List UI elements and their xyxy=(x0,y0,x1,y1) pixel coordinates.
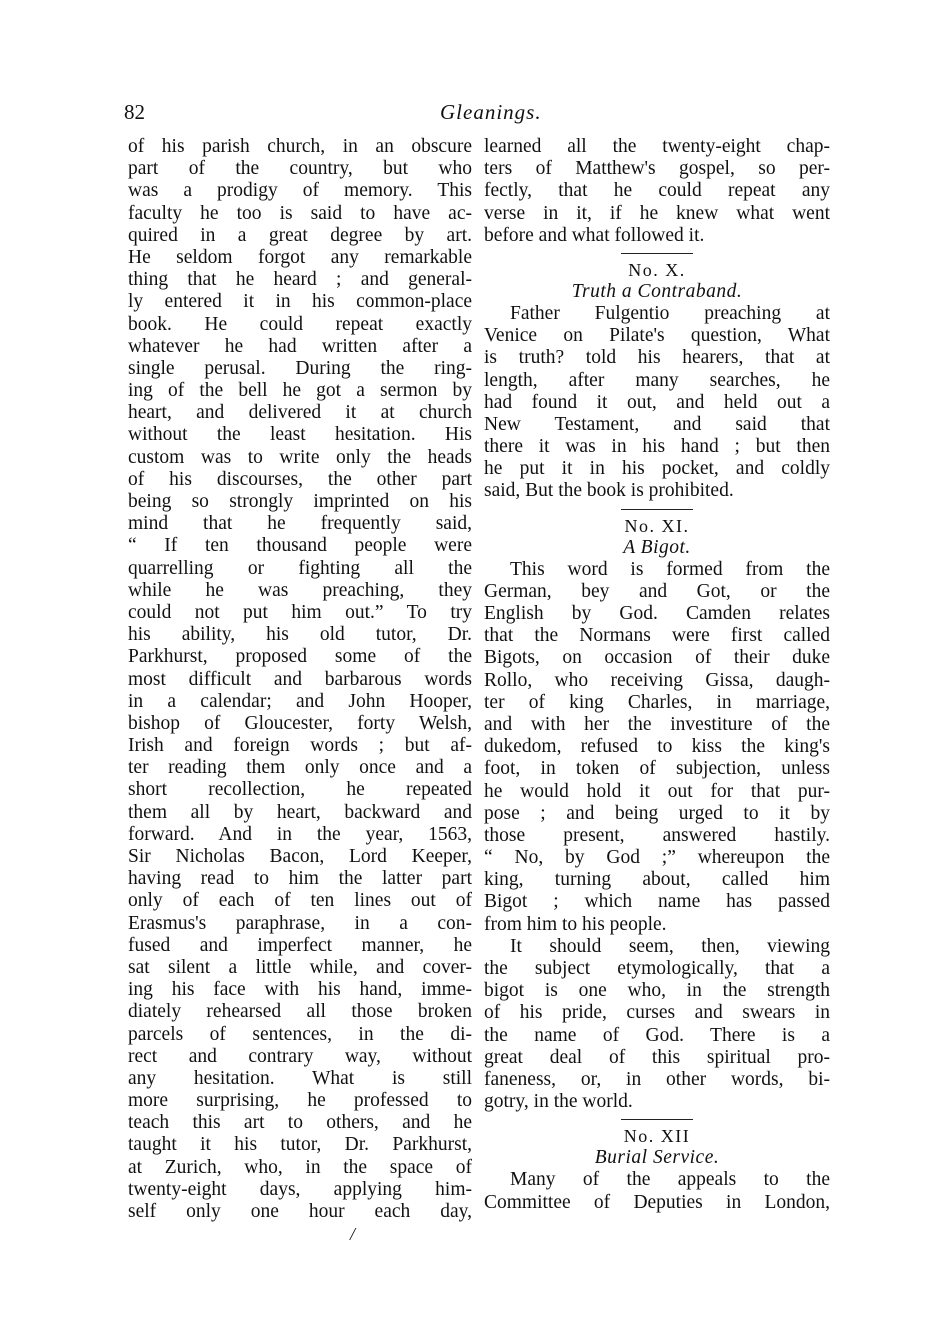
text-line: is truth? told his hearers, that at xyxy=(484,347,830,369)
section-divider xyxy=(621,253,693,254)
text-line: book. He could repeat exactly xyxy=(128,313,472,335)
right-column xyxy=(484,136,830,1214)
text-line: ter reading them only once and a xyxy=(128,757,472,779)
text-line: Erasmus's paraphrase, in a con- xyxy=(128,912,472,934)
text-line: king, turning about, called him xyxy=(484,869,830,891)
text-line: thing that he heard ; and general- xyxy=(128,269,472,291)
text-line: teach this art to others, and he xyxy=(128,1112,472,1134)
running-head: Gleanings. xyxy=(440,100,542,124)
text-line: self only one hour each day, xyxy=(128,1201,472,1222)
text-line: ly entered it in his common-place xyxy=(128,291,472,313)
text-line: before and what followed it. xyxy=(484,224,705,246)
text-line: It should seem, then, viewing xyxy=(510,935,830,957)
section-number: No. XII xyxy=(623,1126,691,1147)
text-line: being so strongly imprinted on his xyxy=(128,491,472,512)
text-line: the subject etymologically, that a xyxy=(484,958,830,979)
text-line: great deal of this spiritual pro- xyxy=(484,1046,830,1068)
text-line: part of the country, but who xyxy=(128,158,472,180)
text-line: he put it in his pocket, and coldly xyxy=(484,458,830,480)
section-title: Truth a Contraband. xyxy=(571,280,743,302)
text-line: length, after many searches, he xyxy=(484,369,830,391)
text-line: of his discourses, the other part xyxy=(128,468,472,490)
text-line: fectly, that he could repeat any xyxy=(484,180,830,202)
text-line: twenty-eight days, applying him- xyxy=(128,1178,472,1200)
text-line: forward. And in the year, 1563, xyxy=(128,823,472,845)
text-line: ing his face with his hand, imme- xyxy=(128,979,472,1001)
section-title: A Bigot. xyxy=(623,536,691,558)
text-line: his ability, his old tutor, Dr. xyxy=(128,624,472,646)
section-divider xyxy=(621,509,693,510)
text-line: ing of the bell he got a sermon by xyxy=(128,380,472,402)
text-line: German, bey and Got, or the xyxy=(484,580,830,602)
text-line: Sir Nicholas Bacon, Lord Keeper, xyxy=(128,846,472,867)
text-line: rect and contrary way, without xyxy=(128,1045,472,1067)
text-line: whatever he had written after a xyxy=(128,335,472,357)
text-line: the name of God. There is a xyxy=(484,1024,830,1046)
text-line: He seldom forgot any remarkable xyxy=(128,246,472,268)
text-line: them all by heart, backward and xyxy=(128,801,472,823)
text-line: more surprising, he professed to xyxy=(128,1090,472,1112)
text-line: while he was preaching, they xyxy=(128,579,472,601)
text-line: “ No, by God ;” whereupon the xyxy=(484,847,830,869)
text-line: mind that he frequently said, xyxy=(128,513,472,535)
text-line: Venice on Pilate's question, What xyxy=(484,325,830,347)
text-line: diately rehearsed all those broken xyxy=(128,1001,472,1023)
text-line: quired in a great degree by art. xyxy=(128,224,472,246)
text-line: he would hold it out for that pur- xyxy=(484,780,830,802)
text-line: was a prodigy of memory. This xyxy=(128,180,472,202)
left-column xyxy=(128,136,472,1223)
text-line: gotry, in the world. xyxy=(484,1091,633,1113)
text-line: Irish and foreign words ; but af- xyxy=(128,735,472,757)
text-line: learned all the twenty-eight chap- xyxy=(484,136,830,157)
text-line: faneness, or, in other words, bi- xyxy=(484,1068,830,1090)
text-line: This word is formed from the xyxy=(510,558,830,580)
text-line: could not put him out.” To try xyxy=(128,601,472,623)
text-line: faculty he too is said to have ac- xyxy=(128,202,472,224)
text-line: had found it out, and held out a xyxy=(484,391,830,413)
text-line: Bigot ; which name has passed xyxy=(484,891,830,913)
text-line: foot, in token of subjection, unless xyxy=(484,758,830,780)
text-line: single perusal. During the ring- xyxy=(128,357,472,379)
text-line: Committee of Deputies in London, xyxy=(484,1191,830,1213)
text-line: quarrelling or fighting all the xyxy=(128,557,472,579)
section-divider xyxy=(621,1119,693,1120)
text-line: only of each of ten lines out of xyxy=(128,890,472,912)
text-line: sat silent a little while, and cover- xyxy=(128,956,472,978)
text-line: most difficult and barbarous words xyxy=(128,668,472,690)
text-line: dukedom, refused to kiss the king's xyxy=(484,736,830,758)
text-line: parcels of sentences, in the di- xyxy=(128,1023,472,1045)
text-line: bishop of Gloucester, forty Welsh, xyxy=(128,712,472,734)
section-title: Burial Service. xyxy=(594,1147,720,1169)
section-number: No. X. xyxy=(628,259,686,280)
text-line: having read to him the latter part xyxy=(128,868,472,890)
section-number: No. XI. xyxy=(624,515,690,536)
text-line: fused and imperfect manner, he xyxy=(128,934,472,956)
text-line: pose ; and being urged to it by xyxy=(484,802,830,824)
text-line: Bigots, on occasion of their duke xyxy=(484,647,830,669)
text-line: that the Normans were first called xyxy=(484,625,830,647)
text-line: any hesitation. What is still xyxy=(128,1067,472,1089)
text-line: in a calendar; and John Hooper, xyxy=(128,690,472,712)
text-line: there it was in his hand ; but then xyxy=(484,436,830,458)
text-line: from him to his people. xyxy=(484,913,667,935)
text-line: said, But the book is prohibited. xyxy=(484,480,734,502)
text-line: bigot is one who, in the strength xyxy=(484,980,830,1002)
text-line: taught it his tutor, Dr. Parkhurst, xyxy=(128,1134,472,1156)
text-line: of his pride, curses and swears in xyxy=(484,1002,830,1024)
text-line: Father Fulgentio preaching at xyxy=(510,302,830,324)
text-line: custom was to write only the heads xyxy=(128,446,472,468)
text-line: ters of Matthew's gospel, so per- xyxy=(484,158,830,180)
text-line: English by God. Camden relates xyxy=(484,603,830,624)
text-line: verse in it, if he knew what went xyxy=(484,202,830,224)
text-line: Rollo, who receiving Gissa, daugh- xyxy=(484,669,830,691)
text-line: “ If ten thousand people were xyxy=(128,535,472,557)
text-line: those present, answered hastily. xyxy=(484,824,830,846)
text-line: and with her the investiture of the xyxy=(484,713,830,735)
text-line: without the least hesitation. His xyxy=(128,424,472,446)
text-line: Many of the appeals to the xyxy=(510,1169,830,1191)
text-line: heart, and delivered it at church xyxy=(128,402,472,424)
text-line: of his parish church, in an obscure xyxy=(128,136,472,157)
text-line: ter of king Charles, in marriage, xyxy=(484,691,830,713)
printer-mark: / xyxy=(350,1224,356,1244)
text-line: at Zurich, who, in the space of xyxy=(128,1156,472,1178)
text-line: New Testament, and said that xyxy=(484,413,830,435)
text-line: short recollection, he repeated xyxy=(128,779,472,801)
page-number: 82 xyxy=(124,100,145,124)
text-line: Parkhurst, proposed some of the xyxy=(128,646,472,668)
